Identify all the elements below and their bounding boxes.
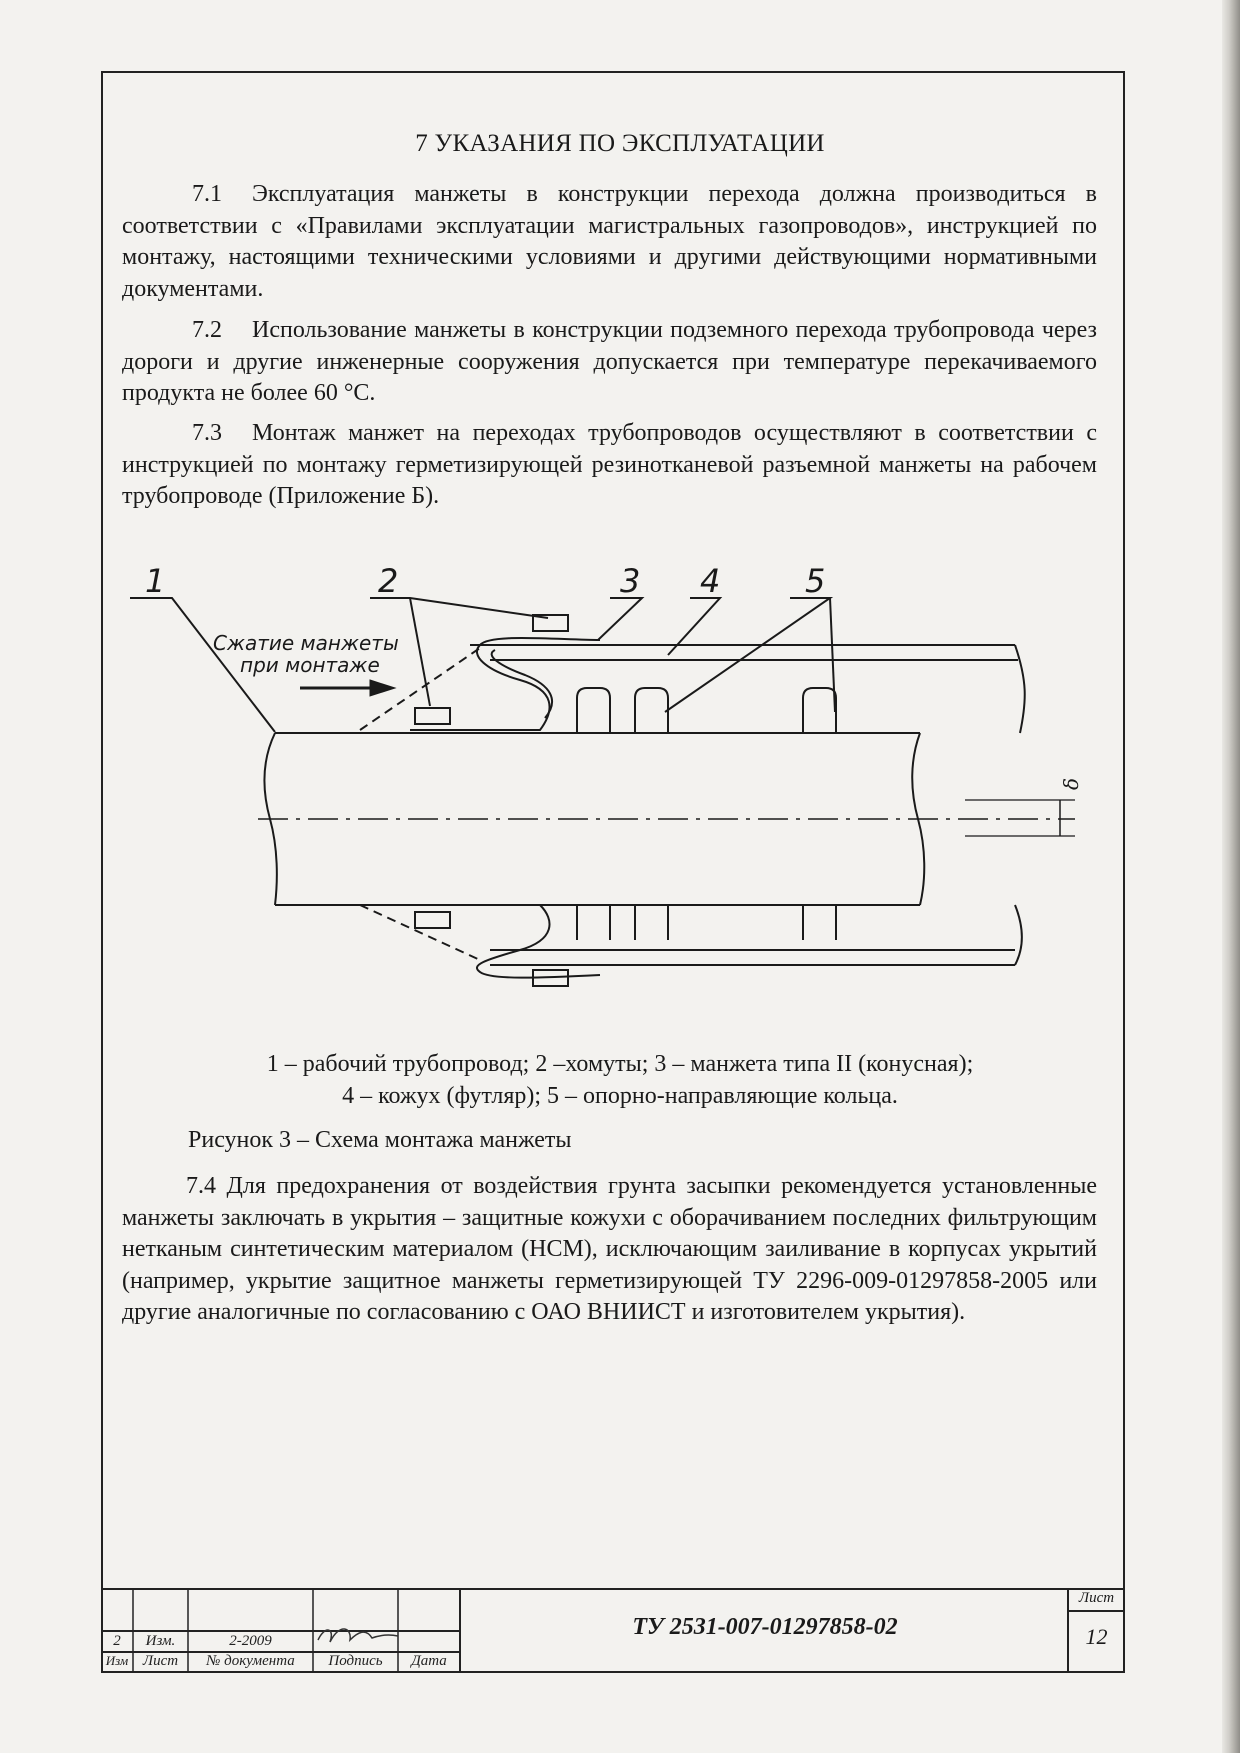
label-4: 4 — [700, 562, 721, 600]
paragraph-text: Эксплуатация манжеты в конструкции перехода должна производиться в соответствии с «Правилами эксплуатации магистральных газопроводов», инструкцией по монтажу, настоящими техническими условиями и другими действующими нормативными документами. — [122, 181, 1097, 302]
label-3: 3 — [620, 562, 641, 600]
paragraph-text: Монтаж манжет на переходах трубопроводов осуществляют в соответствии с инструкцией по монтажу герметизирующей резинотканевой разъемной манжеты на рабочем трубопроводе (Приложение Б). — [122, 420, 1097, 509]
revision-change-label: Изм. — [145, 1633, 176, 1649]
figure-legend-line-2: 4 – кожух (футляр); 5 – опорно-направляющие кольца. — [342, 1083, 898, 1109]
revision-number: 2 — [113, 1633, 121, 1649]
label-2: 2 — [378, 562, 399, 600]
header-list: Лист — [142, 1653, 179, 1669]
paragraph-text: Для предохранения от воздействия грунта засыпки рекомендуется установленные манжеты заключать в укрытия – защитные кожухи с оборачиванием последних фильтрующим нетканым синтетическим материалом (НСМ), исключающим заиливание в корпусах укрытий (например, укрытие защитное манжеты герметизирующей ТУ 2296-009-01297858-2005 или другие аналогичные по согласованию с ОАО ВНИИСТ и изготовителем укрытия). — [122, 1173, 1098, 1325]
sheet-number: 12 — [1085, 1624, 1108, 1649]
header-document-number: № документа — [206, 1653, 295, 1669]
label-5: 5 — [805, 562, 826, 600]
sheet-label: Лист — [1078, 1590, 1115, 1606]
figure-title: Рисунок 3 – Схема монтажа манжеты — [188, 1127, 572, 1153]
annotation-line-1: Сжатие манжеты — [213, 631, 399, 655]
header-date: Дата — [411, 1653, 447, 1669]
paragraph-number: 7.4 — [186, 1173, 216, 1199]
paragraph-number: 7.3 — [192, 420, 222, 446]
label-1: 1 — [145, 562, 166, 600]
header-izm: Изм — [105, 1653, 129, 1668]
paragraph-number: 7.2 — [192, 317, 222, 343]
paragraph-number: 7.1 — [192, 181, 222, 207]
delta-label: δ — [1059, 777, 1083, 790]
document-code: ТУ 2531-007-01297858-02 — [632, 1614, 898, 1640]
header-signature: Подпись — [328, 1653, 383, 1669]
revision-document: 2-2009 — [229, 1633, 272, 1649]
section-heading: 7 УКАЗАНИЯ ПО ЭКСПЛУАТАЦИИ — [415, 130, 825, 157]
figure-legend-line-1: 1 – рабочий трубопровод; 2 –хомуты; 3 – манжета типа II (конусная); — [266, 1051, 974, 1077]
paragraph-text: Использование манжеты в конструкции подземного перехода трубопровода через дороги и другие инженерные сооружения допускается при температуре перекачиваемого продукта не более 60 °С. — [122, 317, 1097, 406]
annotation-line-2: при монтаже — [240, 653, 380, 677]
